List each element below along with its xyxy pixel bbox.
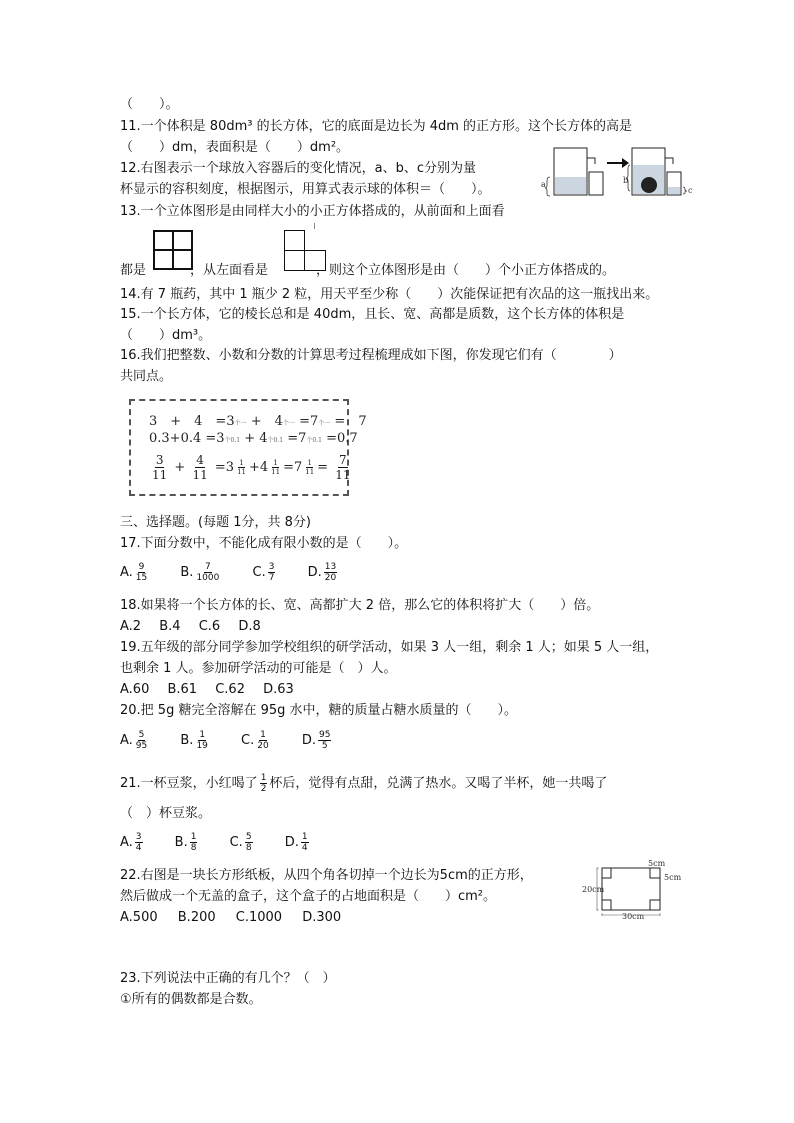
q21-option-a: A. $\frac{3}{4}$ (120, 832, 142, 853)
q22-option-d: D.300 (302, 910, 342, 925)
q21-line1: 21.一杯豆浆，小红喝了 $\frac{1}{2}$ 杯后，觉得有点甜，兑满了热水。又喝了半杯，她一共喝了 (120, 773, 608, 794)
q11-line2: （ ）dm，表面积是（ ）dm²。 (120, 140, 350, 155)
q19-option-d: D.63 (263, 682, 294, 697)
q17-option-a: A. $\frac{9}{15}$ (120, 562, 148, 583)
front-top-view-grid (153, 230, 193, 270)
decimal-row: 0.3+0.4 =3个0.1 + 4个0.1 =7个0.1 =0.7 (149, 431, 358, 446)
q18-options (120, 618, 287, 636)
fraction-row: $\frac{3}{11}$ + $\frac{4}{11}$ =3 $\frac{1}{11}$ +4 $\frac{1}{11}$ =7 $\frac{1}{11}$ = $\frac{7}{11}$ (152, 453, 351, 482)
q21-option-b: B. $\frac{1}{8}$ (174, 832, 197, 853)
q18-option-a: A.2 (120, 619, 142, 634)
calculation-box (129, 399, 367, 496)
q13-line2 (120, 262, 615, 280)
q12-line2: 杯显示的容积刻度，根据图示，用算式表示球的体积＝（ ）。 (120, 182, 491, 197)
q22-option-a: A.500 (120, 910, 158, 925)
q10-tail: （ ）。 (120, 97, 179, 112)
q17-options (120, 560, 365, 586)
label-top-5cm: 5cm (648, 859, 666, 868)
q19-option-b: B.61 (167, 682, 198, 697)
q22-figure (582, 858, 686, 922)
q21-line2: （ ）杯豆浆。 (120, 806, 212, 821)
q22-option-c: C.1000 (235, 910, 283, 925)
container-before (541, 148, 603, 196)
q23-stem: 23.下列说法中正确的有几个？（ ） (120, 971, 336, 986)
integer-row: 3 + 4 =3个一 + 4个一 =7个一 = 7 (149, 414, 367, 429)
q18-option-d: D.8 (238, 619, 261, 634)
q17-option-b: B. $\frac{7}{1000}$ (180, 562, 220, 583)
q19-option-c: C.62 (215, 682, 245, 697)
q13-text-b: ，从左面看是 (190, 263, 269, 278)
q21-option-c: C. $\frac{5}{8}$ (229, 832, 252, 853)
q20-stem: 20.把 5g 糖完全溶解在 95g 水中，糖的质量占糖水质量的（ ）。 (120, 703, 518, 718)
q23-item1: ①所有的偶数都是合数。 (120, 992, 262, 1007)
left-view-grid (284, 223, 328, 271)
label-right-5cm: 5cm (664, 873, 682, 882)
q19-line2: 也剩余 1 人。参加研学活动的可能是（ ）人。 (120, 661, 397, 676)
q19-option-a: A.60 (120, 682, 150, 697)
q13-text-a: 都是 (120, 263, 147, 278)
q13-text-c: ，则这个立体图形是由（ ）个小正方体搭成的。 (316, 263, 616, 278)
q18-option-c: C.6 (198, 619, 221, 634)
q19-options (120, 681, 320, 699)
label-30cm: 30cm (622, 912, 645, 921)
q12-figure (538, 143, 698, 201)
q22-option-b: B.200 (177, 910, 216, 925)
q22-options (120, 909, 367, 927)
q21-options (120, 830, 337, 856)
q16-line2: 共同点。 (120, 369, 173, 384)
container-after (623, 148, 693, 195)
q17-option-d: D. $\frac{13}{20}$ (307, 562, 337, 583)
q15-line2: （ ）dm³。 (120, 328, 212, 343)
q13-line1: 13.一个立体图形是由同样大小的小正方体搭成的，从前面和上面看 (120, 204, 505, 219)
label-a: a (541, 180, 546, 189)
q21-option-d: D. $\frac{1}{4}$ (284, 832, 308, 853)
q20-option-c: C. $\frac{1}{20}$ (241, 730, 269, 751)
label-c: c (688, 186, 693, 195)
q22-line2: 然后做成一个无盖的盒子，这个盒子的占地面积是（ ）cm²。 (120, 889, 497, 904)
q12-line1: 12.右图表示一个球放入容器后的变化情况，a、b、c分别为量 (120, 161, 477, 176)
q20-option-a: A. $\frac{5}{95}$ (120, 730, 148, 751)
q14: 14.有 7 瓶药，其中 1 瓶少 2 粒，用天平至少称（ ）次能保证把有次品的这一瓶找出来。 (120, 287, 659, 302)
label-b: b (623, 176, 629, 185)
q11-line1: 11.一个体积是 80dm³ 的长方体，它的底面是边长为 4dm 的正方形。这个长方体的高是 (120, 119, 633, 134)
q17-stem: 17.下面分数中，不能化成有限小数的是（ ）。 (120, 536, 408, 551)
label-20cm: 20cm (582, 885, 605, 894)
q22-line1: 22.右图是一块长方形纸板，从四个角各切掉一个边长为5cm的正方形， (120, 868, 533, 883)
q17-option-c: C. $\frac{3}{7}$ (252, 562, 275, 583)
q20-option-d: D. $\frac{95}{5}$ (301, 730, 331, 751)
q18-option-b: B.4 (159, 619, 181, 634)
q18-stem: 18.如果将一个长方体的长、宽、高都扩大 2 倍，那么它的体积将扩大（ ）倍。 (120, 598, 600, 613)
q20-options (120, 728, 359, 754)
q20-option-b: B. $\frac{1}{19}$ (180, 730, 208, 751)
q15-line1: 15.一个长方体，它的棱长总和是 40dm，且长、宽、高都是质数，这个长方体的体积是 (120, 307, 625, 322)
q16-line1: 16.我们把整数、小数和分数的计算思考过程梳理成如下图，你发现它们有（ ） (120, 348, 622, 363)
section-title: 三、选择题。(每题 1分，共 8分) (120, 515, 311, 530)
q19-line1: 19.五年级的部分同学参加学校组织的研学活动，如果 3 人一组，剩余 1 人；如果 5 人一组， (120, 640, 659, 655)
ball (641, 177, 657, 193)
